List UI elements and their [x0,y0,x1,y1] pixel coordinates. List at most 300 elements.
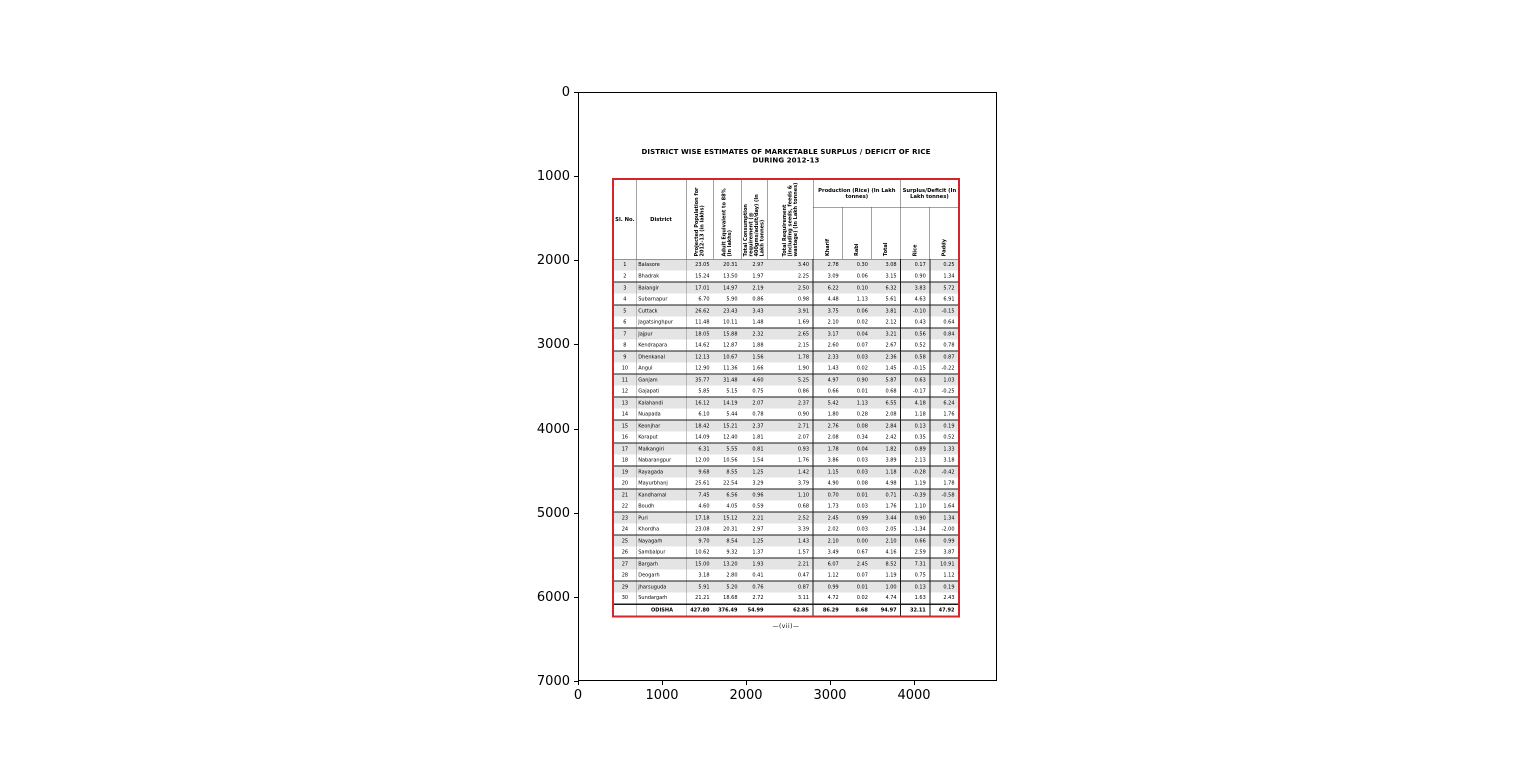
cell-value: 3.75 [813,305,842,317]
cell-value: -1.34 [901,524,930,536]
cell-value: 3.91 [767,305,813,317]
cell-sl-no: 12 [613,386,636,398]
cell-value: 0.70 [813,489,842,501]
cell-value: 3.11 [767,593,813,605]
header-rabi: Rabi [842,207,871,259]
cell-value: 2.76 [813,420,842,432]
cell-value: 7.31 [901,558,930,570]
table-row [613,501,959,513]
cell-value: 2.32 [741,328,767,340]
cell-value: 1.34 [930,271,959,283]
cell-value: 1.90 [767,363,813,375]
cell-value: 2.67 [871,340,900,352]
cell-sl-no: 14 [613,409,636,421]
cell-value: 1.63 [901,593,930,605]
cell-value: 5.20 [713,581,741,593]
cell-value: 54.99 [741,604,767,617]
cell-value: 1.18 [871,466,900,478]
cell-district: Jharsuguda [636,581,686,593]
cell-value: 12.87 [713,340,741,352]
cell-value: 1.37 [741,547,767,559]
cell-value: 2.07 [741,397,767,409]
cell-district: Khordha [636,524,686,536]
cell-value: 0.01 [842,386,871,398]
cell-value: 14.09 [686,432,713,444]
cell-value: 6.91 [930,294,959,306]
table-row [613,443,959,455]
cell-value: 0.99 [930,535,959,547]
figure-title-line2: DURING 2012-13 [752,156,820,165]
cell-value: 0.86 [767,386,813,398]
y-axis-tick-label: 5000 [536,506,570,521]
cell-sl-no: 2 [613,271,636,283]
x-axis-tick-label: 4000 [897,688,931,703]
cell-value: 14.97 [713,282,741,294]
cell-value: 2.21 [741,512,767,524]
header-total-requirement: Total Requirement (including seeds, feeds & wastage) (In Lakh tonnes) [767,179,813,259]
cell-value: 0.03 [842,501,871,513]
cell-district: Sundargarh [636,593,686,605]
cell-value: 8.52 [871,558,900,570]
cell-value: 1.66 [741,363,767,375]
cell-sl-no: 10 [613,363,636,375]
table-row [613,271,959,283]
cell-value: 10.56 [713,455,741,467]
cell-district: Gajapati [636,386,686,398]
cell-value: 427.80 [686,604,713,617]
cell-value: -0.15 [930,305,959,317]
y-axis-tick-label: 1000 [536,169,570,184]
cell-value: 0.66 [813,386,842,398]
cell-value: 5.55 [713,443,741,455]
y-axis-tick [574,260,578,261]
cell-district: Nabarangpur [636,455,686,467]
cell-value: 0.01 [842,489,871,501]
cell-value: 6.22 [813,282,842,294]
cell-district: Balasore [636,259,686,271]
rice-surplus-table [612,178,960,618]
x-axis-tick-label: 0 [573,688,583,703]
table-row [613,340,959,352]
cell-value: 1.25 [741,466,767,478]
y-axis-tick [574,681,578,682]
cell-value: 5.91 [686,581,713,593]
cell-value: 0.13 [901,581,930,593]
cell-value: 2.12 [871,317,900,329]
cell-value: 2.45 [842,558,871,570]
cell-value: 9.32 [713,547,741,559]
cell-value: 0.25 [930,259,959,271]
header-adult-equivalent: Adult Equivalent to 88% (in lakhs) [713,179,741,259]
cell-value: -0.17 [901,386,930,398]
cell-value: 2.05 [871,524,900,536]
cell-value: 3.39 [767,524,813,536]
cell-value: 47.92 [930,604,959,617]
cell-value: 22.54 [713,478,741,490]
cell-value: 0.35 [901,432,930,444]
table-row [613,420,959,432]
cell-district: Keonjhar [636,420,686,432]
page-number-mark: —(vii)— [772,622,800,630]
cell-sl-no: 20 [613,478,636,490]
cell-value: 1.48 [741,317,767,329]
cell-value: 2.10 [813,535,842,547]
cell-value: 0.30 [842,259,871,271]
cell-value: 2.19 [741,282,767,294]
x-axis-tick-label: 3000 [813,688,847,703]
cell-value: 1.82 [871,443,900,455]
cell-value: 2.65 [767,328,813,340]
cell-value: 10.62 [686,547,713,559]
cell-value: 5.85 [686,386,713,398]
cell-value: 0.63 [901,374,930,386]
cell-value: 8.55 [713,466,741,478]
cell-value: 4.90 [813,478,842,490]
cell-district: Kandhamal [636,489,686,501]
cell-value: 2.80 [713,570,741,582]
cell-value: 0.10 [842,282,871,294]
cell-value: 6.10 [686,409,713,421]
cell-value: 0.89 [901,443,930,455]
cell-value: 0.78 [930,340,959,352]
cell-value: 2.43 [930,593,959,605]
cell-value: 1.19 [871,570,900,582]
cell-value: 0.01 [842,581,871,593]
cell-value: 2.07 [767,432,813,444]
cell-value: -0.42 [930,466,959,478]
cell-district: Bargarh [636,558,686,570]
cell-value: 6.32 [871,282,900,294]
cell-value: 4.74 [871,593,900,605]
cell-value: 0.47 [767,570,813,582]
cell-value: 0.84 [930,328,959,340]
x-axis-tick [746,681,747,685]
cell-value: 4.97 [813,374,842,386]
cell-value: 1.33 [930,443,959,455]
cell-value: 1.73 [813,501,842,513]
y-axis-tick [574,429,578,430]
cell-value: 4.72 [813,593,842,605]
cell-value: 2.59 [901,547,930,559]
cell-value: 3.79 [767,478,813,490]
cell-district: Dhenkanal [636,351,686,363]
cell-value: 2.84 [871,420,900,432]
cell-value: 32.11 [901,604,930,617]
cell-value: 5.15 [713,386,741,398]
cell-value: 7.45 [686,489,713,501]
cell-value: 0.93 [767,443,813,455]
cell-value: 1.57 [767,547,813,559]
cell-value: 2.33 [813,351,842,363]
y-axis-tick [574,176,578,177]
cell-sl-no: 4 [613,294,636,306]
cell-district: Puri [636,512,686,524]
header-total: Total [871,207,900,259]
cell-value: 8.68 [842,604,871,617]
cell-value: 1.03 [930,374,959,386]
cell-value: 0.06 [842,271,871,283]
cell-value: 6.70 [686,294,713,306]
cell-value: 23.08 [686,524,713,536]
cell-value: 2.10 [871,535,900,547]
cell-value: 12.00 [686,455,713,467]
cell-value: 18.05 [686,328,713,340]
y-axis-tick [574,92,578,93]
cell-value: 10.91 [930,558,959,570]
cell-value: 5.87 [871,374,900,386]
figure-title-line1: DISTRICT WISE ESTIMATES OF MARKETABLE SURPLUS / DEFICIT OF RICE [641,148,931,156]
cell-sl-no: 18 [613,455,636,467]
table-row [613,466,959,478]
cell-value: 4.60 [741,374,767,386]
cell-district: Deogarh [636,570,686,582]
y-axis-tick-label: 6000 [536,590,570,605]
cell-sl-no: 6 [613,317,636,329]
cell-value: 3.18 [686,570,713,582]
cell-value: 0.34 [842,432,871,444]
cell-value: 0.03 [842,466,871,478]
cell-value: 0.07 [842,340,871,352]
cell-value: 6.55 [871,397,900,409]
cell-value: 4.63 [901,294,930,306]
cell-district: Angul [636,363,686,375]
cell-value: 2.71 [767,420,813,432]
cell-value: 1.45 [871,363,900,375]
cell-value: 0.03 [842,351,871,363]
cell-value: 1.78 [813,443,842,455]
table-row [613,259,959,271]
cell-sl-no: 29 [613,581,636,593]
cell-value: 2.60 [813,340,842,352]
cell-value: 1.10 [767,489,813,501]
table-row [613,547,959,559]
cell-district: Ganjam [636,374,686,386]
cell-value: 31.48 [713,374,741,386]
cell-value: 10.11 [713,317,741,329]
cell-value: 1.12 [930,570,959,582]
cell-sl-no: 22 [613,501,636,513]
table-row [613,317,959,329]
cell-sl-no: 19 [613,466,636,478]
cell-value: 3.87 [930,547,959,559]
cell-value: 3.86 [813,455,842,467]
cell-value: 2.42 [871,432,900,444]
cell-value: 0.03 [842,524,871,536]
table-row [613,558,959,570]
cell-sl-no: 23 [613,512,636,524]
cell-district: Cuttack [636,305,686,317]
cell-value: 1.18 [901,409,930,421]
table-row [613,524,959,536]
cell-sl-no: 11 [613,374,636,386]
table-row [613,489,959,501]
cell-value: 0.17 [901,259,930,271]
x-axis-tick [830,681,831,685]
y-axis-tick-label: 7000 [536,674,570,689]
cell-value: 11.36 [713,363,741,375]
cell-sl-no: 15 [613,420,636,432]
cell-value: 3.83 [901,282,930,294]
cell-value: 2.08 [871,409,900,421]
cell-district: Boudh [636,501,686,513]
cell-value: 0.59 [741,501,767,513]
table-row [613,294,959,306]
cell-value: 0.68 [871,386,900,398]
cell-district: Kalahandi [636,397,686,409]
cell-value: 5.42 [813,397,842,409]
cell-value: 9.70 [686,535,713,547]
cell-value: 0.90 [901,512,930,524]
cell-value: 1.00 [871,581,900,593]
cell-value: 0.99 [842,512,871,524]
cell-value: 1.19 [901,478,930,490]
cell-value: 4.05 [713,501,741,513]
cell-value: 0.58 [901,351,930,363]
cell-value: 4.60 [686,501,713,513]
cell-value: 35.77 [686,374,713,386]
table-row [613,512,959,524]
cell-sl-no: 3 [613,282,636,294]
cell-value: 0.08 [842,420,871,432]
cell-value: 2.78 [813,259,842,271]
header-paddy: Paddy [930,207,959,259]
cell-district: Kendrapara [636,340,686,352]
cell-value: 0.64 [930,317,959,329]
cell-value: 8.54 [713,535,741,547]
cell-value: 3.17 [813,328,842,340]
table-row [613,363,959,375]
cell-value: 3.21 [871,328,900,340]
cell-sl-no: 27 [613,558,636,570]
cell-sl-no: 21 [613,489,636,501]
cell-value: -2.00 [930,524,959,536]
cell-sl-no: 24 [613,524,636,536]
cell-value: 6.56 [713,489,741,501]
table-row [613,282,959,294]
header-district: District [636,179,686,259]
cell-district: Rayagada [636,466,686,478]
cell-value: 0.03 [842,455,871,467]
cell-value: 0.90 [842,374,871,386]
cell-value: 12.40 [713,432,741,444]
cell-value: 86.29 [813,604,842,617]
table-row [613,328,959,340]
cell-value: 94.97 [871,604,900,617]
cell-value: 3.89 [871,455,900,467]
cell-value: 0.04 [842,443,871,455]
cell-district: Nayagarh [636,535,686,547]
cell-district: Koraput [636,432,686,444]
header-kharif: Kharif [813,207,842,259]
cell-value: 3.40 [767,259,813,271]
cell-value: 0.67 [842,547,871,559]
cell-value: 15.24 [686,271,713,283]
cell-value: -0.25 [930,386,959,398]
cell-district: Subarnapur [636,294,686,306]
cell-sl-no: 5 [613,305,636,317]
cell-value: 12.90 [686,363,713,375]
cell-value: 2.52 [767,512,813,524]
cell-value: 16.12 [686,397,713,409]
cell-value: 1.69 [767,317,813,329]
table-row [613,386,959,398]
cell-district: Bhadrak [636,271,686,283]
cell-value: 0.13 [901,420,930,432]
cell-value: -0.22 [930,363,959,375]
table-row [613,374,959,386]
table-row [613,455,959,467]
header-production-group: Production (Rice) (In Lakh tonnes) [813,179,901,207]
cell-value: 2.45 [813,512,842,524]
cell-district: Nuapada [636,409,686,421]
cell-value: 1.25 [741,535,767,547]
cell-value: 0.90 [901,271,930,283]
cell-value: 5.25 [767,374,813,386]
cell-value: 1.97 [741,271,767,283]
cell-value: 2.10 [813,317,842,329]
cell-district: ODISHA [636,604,686,617]
cell-value: 15.00 [686,558,713,570]
cell-value: 1.15 [813,466,842,478]
header-rice: Rice [901,207,930,259]
cell-district: Malkangiri [636,443,686,455]
cell-value: 25.61 [686,478,713,490]
cell-value: 18.68 [713,593,741,605]
cell-value: 4.16 [871,547,900,559]
cell-value: 0.19 [930,581,959,593]
cell-value: 0.41 [741,570,767,582]
cell-value: 376.49 [713,604,741,617]
cell-value: 3.15 [871,271,900,283]
scanned-table-image [612,148,960,630]
cell-value: -0.58 [930,489,959,501]
cell-value: 0.02 [842,363,871,375]
table-header [613,179,959,259]
cell-value: 2.97 [741,524,767,536]
cell-value: 6.24 [930,397,959,409]
cell-value: 4.48 [813,294,842,306]
header-projected-population: Projected Population for 2012-13 (in lakhs) [686,179,713,259]
table-row [613,570,959,582]
cell-value: 2.72 [741,593,767,605]
cell-value: 1.76 [767,455,813,467]
total-row [613,604,959,617]
cell-value: 3.29 [741,478,767,490]
cell-district: Mayurbhanj [636,478,686,490]
cell-value: 3.08 [871,259,900,271]
cell-value: 0.90 [767,409,813,421]
table-row [613,535,959,547]
cell-district: Jajpur [636,328,686,340]
header-consumption-requirement: Total Consumption requirement (@ 400gms/adult/day) (In Lakh tonnes) [741,179,767,259]
cell-value: 15.88 [713,328,741,340]
cell-value: 1.81 [741,432,767,444]
cell-value: 17.18 [686,512,713,524]
x-axis-tick [662,681,663,685]
cell-value: -0.15 [901,363,930,375]
cell-value: 0.02 [842,593,871,605]
cell-value: 17.01 [686,282,713,294]
cell-value: 0.81 [741,443,767,455]
figure-title [612,148,960,165]
cell-value: 0.86 [741,294,767,306]
cell-sl-no [613,604,636,617]
cell-value: 1.93 [741,558,767,570]
cell-value: 2.36 [871,351,900,363]
cell-value: 15.12 [713,512,741,524]
cell-value: 14.19 [713,397,741,409]
table-row [613,409,959,421]
